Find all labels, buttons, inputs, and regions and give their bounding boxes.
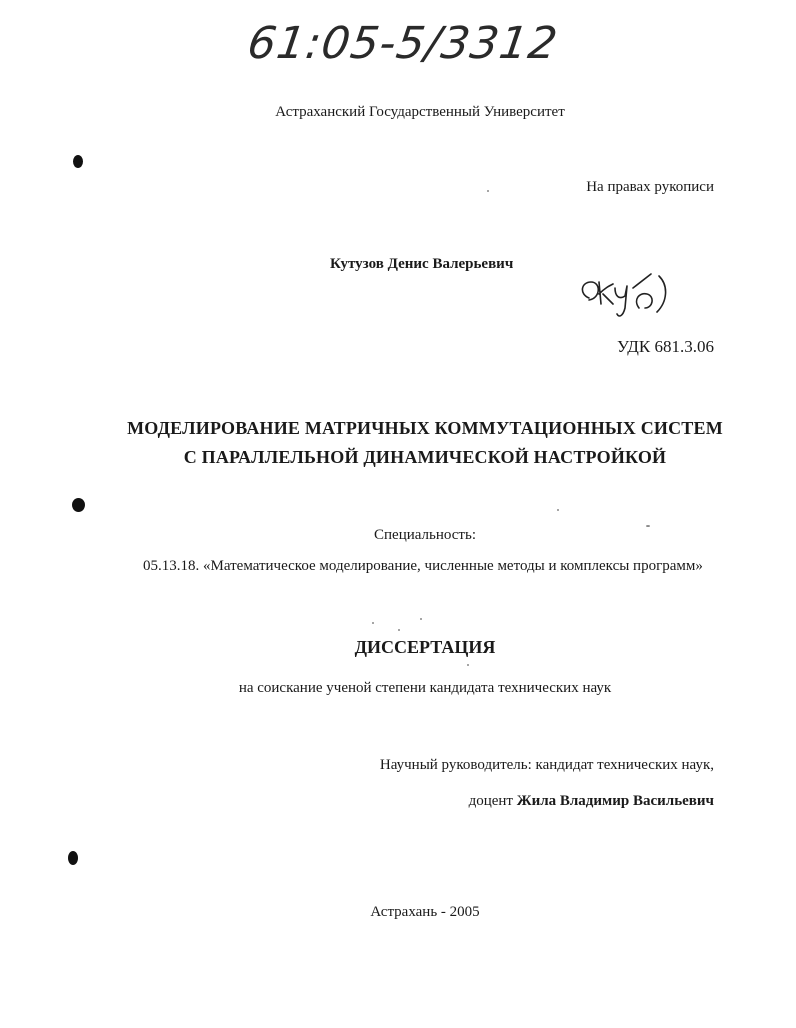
- document-type: ДИССЕРТАЦИЯ: [354, 637, 496, 657]
- punch-hole-middle: [72, 498, 85, 512]
- scan-speck: [646, 525, 650, 527]
- supervisor-name: Жила Владимир Васильевич: [516, 793, 714, 809]
- scan-speck: [557, 509, 559, 511]
- scan-speck: [467, 664, 469, 666]
- thesis-title-line-2: С ПАРАЛЛЕЛЬНОЙ ДИНАМИЧЕСКОЙ НАСТРОЙКОЙ: [183, 447, 667, 467]
- scan-speck: [420, 618, 422, 620]
- specialty-label: Специальность:: [374, 527, 476, 543]
- author-name: Кутузов Денис Валерьевич: [330, 256, 514, 272]
- scan-speck: [398, 629, 400, 631]
- scan-speck: [372, 622, 374, 624]
- punch-hole-top: [73, 155, 83, 168]
- thesis-title-line-1: МОДЕЛИРОВАНИЕ МАТРИЧНЫХ КОММУТАЦИОННЫХ СИСТЕМ: [127, 418, 723, 438]
- handwritten-signature: [575, 268, 685, 322]
- university-name: Астраханский Государственный Университет: [275, 104, 565, 120]
- rights-note: На правах рукописи: [586, 179, 714, 195]
- degree-line: на соискание ученой степени кандидата технических наук: [238, 680, 612, 696]
- city-year: Астрахань - 2005: [370, 904, 480, 920]
- punch-hole-bottom: [68, 851, 78, 865]
- specialty-value: 05.13.18. «Математическое моделирование, численные методы и комплексы программ»: [143, 558, 703, 574]
- supervisor-title: доцент: [468, 793, 513, 809]
- scan-speck: [487, 190, 489, 192]
- archive-stamp: 61:05-5/3312: [244, 18, 562, 69]
- supervisor-line-2: [469, 793, 714, 810]
- udc-code: УДК 681.3.06: [616, 337, 714, 356]
- supervisor-line-1: Научный руководитель: кандидат технических наук,: [379, 757, 714, 773]
